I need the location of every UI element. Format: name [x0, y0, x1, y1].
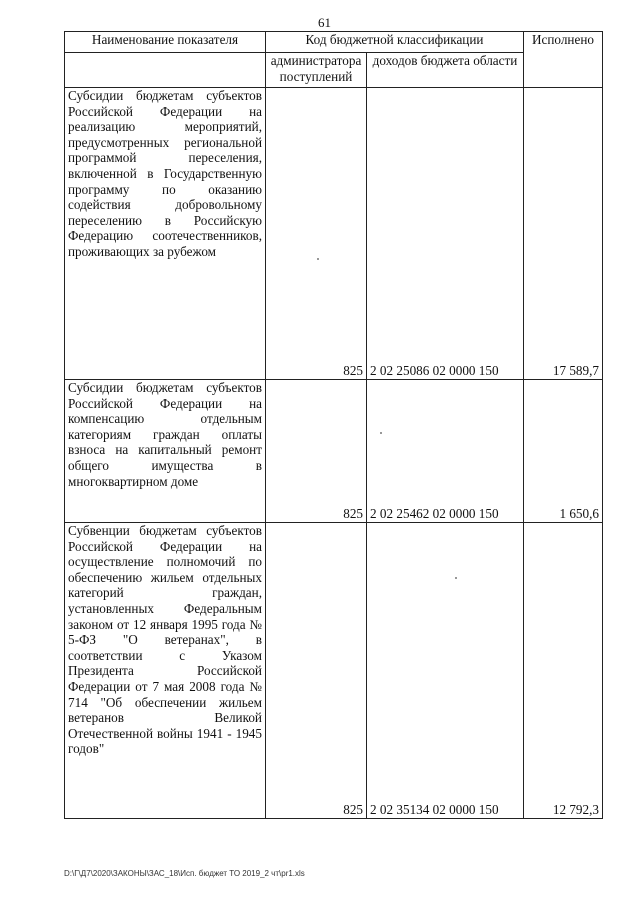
table-row	[65, 523, 603, 819]
scan-speck	[317, 258, 319, 260]
row-name: Субсидии бюджетам субъектов Российской Федерации на реализацию мероприятий, предусмотренных региональной программой переселения, включенной в Государственную программу по оказанию содействия добровольному переселению в Российскую Федерацию соотечественников, проживающих за рубежом	[65, 88, 266, 380]
table-row	[65, 380, 603, 523]
page-number: 61	[318, 15, 331, 30]
row-name: Субвенции бюджетам субъектов Российской Федерации на осуществление полномочий по обеспечению жильем отдельных категорий граждан, установленных Федеральным законом от 12 января 1995 года № 5-ФЗ "О ветеранах", в соответствии с Указом Президента Российской Федерации от 7 мая 2008 года № 714 "Об обеспечении жильем ветеранов Великой Отечественной войны 1941 - 1945 годов"	[65, 523, 266, 819]
row-name: Субсидии бюджетам субъектов Российской Федерации на компенсацию отдельным категориям граждан оплаты взноса на капитальный ремонт общего имущества в многоквартирном доме	[65, 380, 266, 523]
row-admin-code: 825	[266, 88, 367, 380]
row-admin-code: 825	[266, 523, 367, 819]
header-executed: Исполнено	[524, 32, 603, 88]
header-income: доходов бюджета области	[367, 53, 524, 88]
row-amount: 17 589,7	[524, 88, 603, 380]
row-amount: 1 650,6	[524, 380, 603, 523]
header-admin: администратора поступлений	[266, 53, 367, 88]
header-name-continuation	[65, 53, 266, 88]
header-code-group: Код бюджетной классификации	[266, 32, 524, 53]
row-income-code: 2 02 35134 02 0000 150	[367, 523, 524, 819]
table-row	[65, 88, 603, 380]
table-header-row	[65, 32, 603, 53]
row-income-code: 2 02 25462 02 0000 150	[367, 380, 524, 523]
row-admin-code: 825	[266, 380, 367, 523]
file-path-footer: D:\Г\Д7\2020\ЗАКОНЫ\ЗАС_18\Исп. бюджет ТО 2019_2 чт\pr1.xls	[64, 869, 305, 878]
row-income-code: 2 02 25086 02 0000 150	[367, 88, 524, 380]
scan-speck	[455, 577, 457, 579]
header-name: Наименование показателя	[65, 32, 266, 53]
row-amount: 12 792,3	[524, 523, 603, 819]
budget-table	[64, 31, 603, 819]
table-subheader-row	[65, 53, 603, 88]
scan-speck	[380, 432, 382, 434]
